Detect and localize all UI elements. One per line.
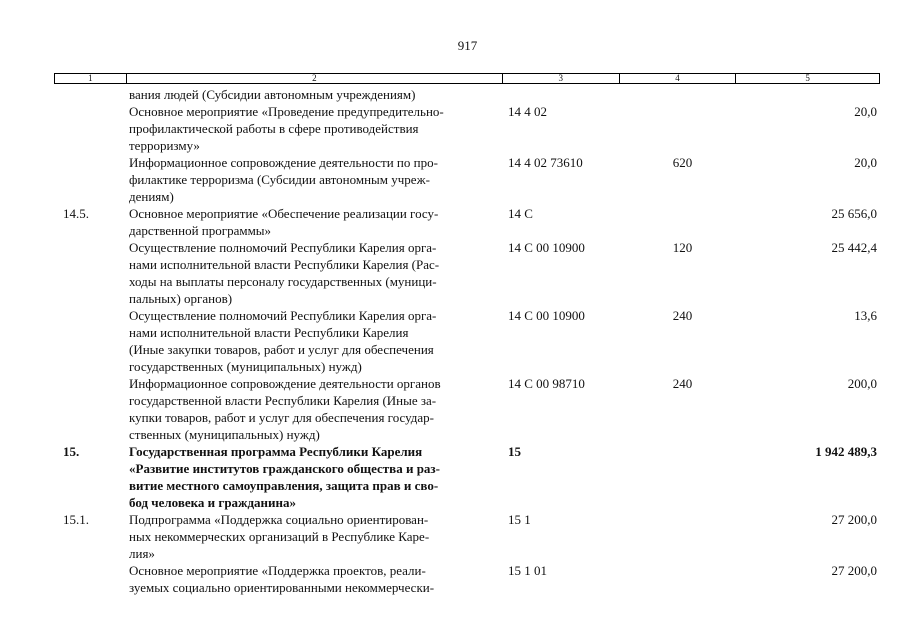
row-number [54,86,126,103]
table-body [54,86,880,596]
description-line: Основное мероприятие «Обеспечение реализации госу- [129,206,439,221]
row-sum: 200,0 [847,376,877,391]
row-number [54,562,126,596]
description-line: государственных (муниципальных) нужд) [129,359,362,374]
row-number: 14.5. [63,206,89,221]
row-code: 15 1 01 [508,563,547,578]
row-description [126,86,503,103]
header-col-5: 5 [805,73,810,83]
row-number: 15.1. [63,512,89,527]
description-line: нами исполнительной власти Республики Карелия [129,325,409,340]
row-number [54,103,126,154]
row-sum: 27 200,0 [831,563,877,578]
row-number: 15. [63,444,80,459]
row-expense-type [620,205,737,239]
description-line: витие местного самоуправления, защита прав и сво- [129,478,439,493]
row-description [126,443,503,511]
description-line: дениям) [129,189,174,204]
header-col-2: 2 [127,74,503,83]
row-sum: 13,6 [854,308,877,323]
header-col-1: 1 [55,74,127,83]
row-description [126,375,503,443]
row-description [126,307,503,375]
row-description [126,239,503,307]
row-code: 14 С 00 10900 [508,240,585,255]
table-row [54,307,880,375]
row-expense-type [620,86,737,103]
description-line: Осуществление полномочий Республики Карелия орга- [129,240,437,255]
header-col-3: 3 [503,74,620,83]
row-description [126,562,503,596]
row-expense-type [620,562,737,596]
description-line: Подпрограмма «Поддержка социально ориентирован- [129,512,429,527]
row-number [54,239,126,307]
header-col-4: 4 [620,74,737,83]
description-line: терроризму» [129,138,200,153]
row-sum: 20,0 [854,155,877,170]
table-row [54,375,880,443]
description-line: профилактической работы в сфере противодействия [129,121,419,136]
description-line: Основное мероприятие «Проведение предупредительно- [129,104,444,119]
table-row [54,103,880,154]
description-line: (Иные закупки товаров, работ и услуг для обеспечения [129,342,434,357]
row-sum: 27 200,0 [831,512,877,527]
row-number [54,307,126,375]
row-code: 15 1 [508,512,531,527]
row-description [126,154,503,205]
row-sum [737,86,880,103]
row-expense-type: 620 [672,155,693,170]
row-expense-type: 120 [672,240,693,255]
table-header [54,73,880,84]
row-expense-type [620,443,737,511]
table-row [54,86,880,103]
row-code: 14 С 00 10900 [508,308,585,323]
table-row [54,154,880,205]
row-description [126,103,503,154]
description-line: ных некоммерческих организаций в Республике Каре- [129,529,430,544]
row-number [54,154,126,205]
row-code [503,86,620,103]
description-line: Информационное сопровождение деятельности органов [129,376,441,391]
row-description [126,205,503,239]
row-code: 15 [508,444,521,459]
description-line: лия» [129,546,155,561]
row-sum: 25 442,4 [831,240,877,255]
row-expense-type [620,103,737,154]
row-sum: 20,0 [854,104,877,119]
description-line: пальных) органов) [129,291,233,306]
page-number: 917 [457,38,478,53]
row-description [126,511,503,562]
row-number [54,375,126,443]
row-sum: 1 942 489,3 [815,444,877,459]
table-row [54,205,880,239]
description-line: нами исполнительной власти Республики Карелия (Рас- [129,257,440,272]
description-line: государственной власти Республики Карелия (Иные за- [129,393,437,408]
description-line: Основное мероприятие «Поддержка проектов, реали- [129,563,426,578]
description-line: купки товаров, работ и услуг для обеспечения государ- [129,410,435,425]
row-expense-type [620,511,737,562]
description-line: Государственная программа Республики Карелия [129,444,423,459]
description-line: «Развитие институтов гражданского общества и раз- [129,461,440,476]
description-line: бод человека и гражданина» [129,495,297,510]
table-row [54,239,880,307]
table-row [54,511,880,562]
table-row [54,562,880,596]
description-line: дарственной программы» [129,223,272,238]
row-expense-type: 240 [672,308,693,323]
row-expense-type: 240 [672,376,693,391]
row-code: 14 4 02 [508,104,547,119]
row-code: 14 С [508,206,533,221]
description-line: ственных (муниципальных) нужд) [129,427,320,442]
description-line: филактике терроризма (Субсидии автономным учреж- [129,172,430,187]
table-row [54,443,880,511]
description-line: зуемых социально ориентированными некоммерчески- [129,580,435,595]
row-code: 14 4 02 73610 [508,155,583,170]
description-line: вания людей (Субсидии автономным учреждениям) [129,87,416,102]
description-line: Информационное сопровождение деятельности по про- [129,155,438,170]
row-code: 14 С 00 98710 [508,376,585,391]
row-sum: 25 656,0 [831,206,877,221]
description-line: ходы на выплаты персоналу государственных (муници- [129,274,437,289]
description-line: Осуществление полномочий Республики Карелия орга- [129,308,437,323]
